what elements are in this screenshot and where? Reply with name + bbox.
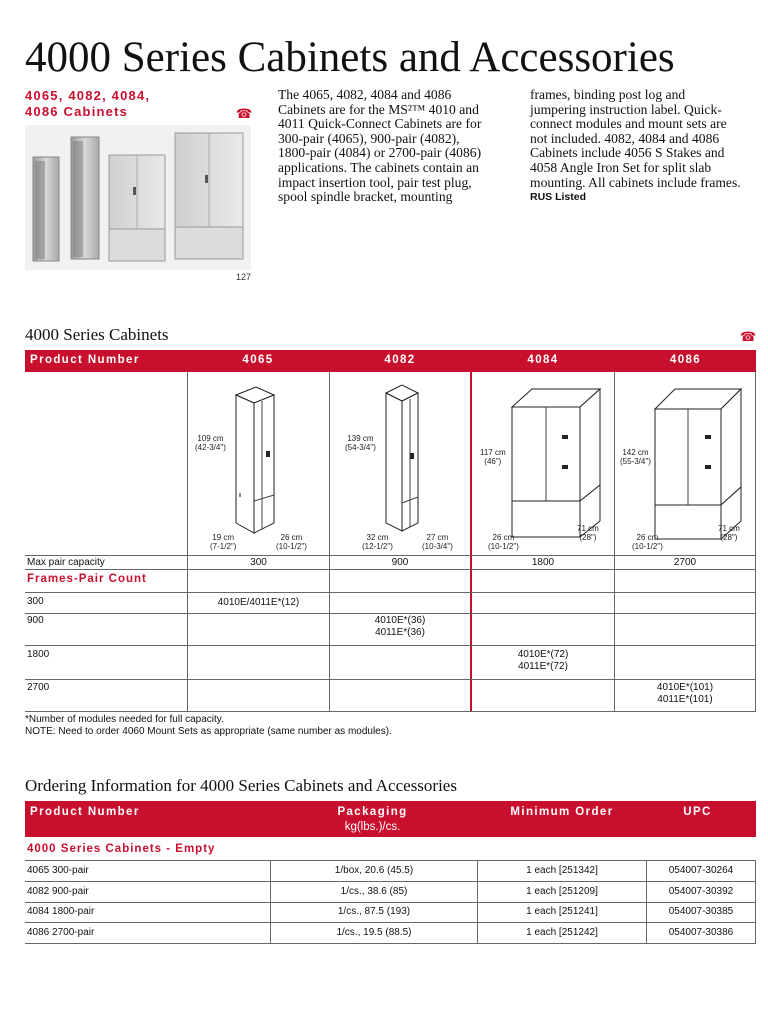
cabinet-4082-drawing [330, 373, 470, 555]
order-min: 1 each [251209] [526, 886, 598, 897]
dim-4084-depth1: 26 cm (10-1/2") [488, 533, 519, 551]
dim-4065-depth2: 26 cm (10-1/2") [276, 533, 307, 551]
order-packaging: 1/cs., 19.5 (88.5) [336, 927, 412, 938]
cabinets-table-header: Product Number 4065 4082 4084 4086 [25, 350, 756, 372]
frames-4084: 4010E*(72) 4011E*(72) [517, 649, 569, 672]
page-title: 4000 Series Cabinets and Accessories [25, 34, 675, 81]
order-upc: 054007-30385 [668, 906, 734, 917]
max-pair-4086: 2700 [673, 557, 697, 568]
max-pair-label: Max pair capacity [27, 557, 105, 568]
dim-4086-depth1: 26 cm (10-1/2") [632, 533, 663, 551]
max-pair-4082: 900 [391, 557, 409, 568]
frames-pair-count-header: Frames-Pair Count [27, 573, 147, 585]
frames-4082: 4010E*(36) 4011E*(36) [374, 615, 426, 638]
dim-4082-depth1: 32 cm (12-1/2") [362, 533, 393, 551]
rus-listed-label: RUS Listed [530, 191, 587, 204]
dim-4086-height: 142 cm (55-3/4") [620, 448, 651, 466]
frames-row-label: 300 [27, 596, 44, 607]
frames-4065: 4010E/4011E*(12) [217, 597, 300, 608]
photo-caption: 127 [236, 272, 252, 282]
frames-row-label: 2700 [27, 682, 50, 693]
dim-4065-height: 109 cm (42-3/4") [195, 434, 226, 452]
frames-4086: 4010E*(101) 4011E*(101) [656, 682, 714, 705]
dim-4086-depth2: 71 cm (28") [718, 524, 740, 542]
order-packaging: 1/cs., 38.6 (85) [340, 886, 408, 897]
order-min: 1 each [251242] [526, 927, 598, 938]
order-min: 1 each [251241] [526, 906, 598, 917]
cabinet-4065-drawing [188, 373, 329, 555]
order-upc: 054007-30386 [668, 927, 734, 938]
order-packaging: 1/box, 20.6 (45.5) [334, 865, 414, 876]
phone-icon: ☎ [740, 329, 757, 344]
dim-4065-depth1: 19 cm (7-1/2") [210, 533, 237, 551]
intro-column-1: The 4065, 4082, 4084 and 4086 Cabinets are for the MS²™ 4010 and 4011 Quick-Connect Cabinets are for 300-pair (4065), 900-pair (4082), 1800-pair (4084) or 2700-pair (4086) applications. The cabinets contain an impact insertion tool, pair test plug, spool spindle bracket, mounting [278, 87, 482, 205]
cabinets-section-title: 4000 Series Cabinets [25, 325, 169, 344]
dim-4082-height: 139 cm (54-3/4") [345, 434, 376, 452]
ordering-group-header: 4000 Series Cabinets - Empty [27, 843, 216, 855]
order-product: 4086 2700-pair [27, 927, 95, 938]
cabinet-photo [25, 125, 251, 270]
order-min: 1 each [251342] [526, 865, 598, 876]
dim-4084-height: 117 cm (46") [480, 448, 506, 466]
phone-icon: ☎ [236, 106, 253, 121]
max-pair-4065: 300 [250, 557, 267, 568]
table-notes: *Number of modules needed for full capacity. NOTE: Need to order 4060 Mount Sets as appropriate (same number as modules). [25, 714, 392, 737]
ordering-section-title: Ordering Information for 4000 Series Cabinets and Accessories [25, 776, 457, 795]
order-upc: 054007-30392 [668, 886, 734, 897]
order-product: 4065 300-pair [27, 865, 89, 876]
order-product: 4082 900-pair [27, 886, 89, 897]
dim-4082-depth2: 27 cm (10-3/4") [422, 533, 453, 551]
order-packaging: 1/cs., 87.5 (193) [337, 906, 411, 917]
product-subtitle: 4065, 4082, 4084, 4086 Cabinets [25, 88, 151, 119]
max-pair-4084: 1800 [531, 557, 555, 568]
frames-row-label: 900 [27, 615, 44, 626]
dim-4084-depth2: 71 cm (28") [577, 524, 599, 542]
order-product: 4084 1800-pair [27, 906, 95, 917]
order-upc: 054007-30264 [668, 865, 734, 876]
intro-column-2: frames, binding post log and jumpering instruction label. Quick- connect modules and mount sets are not included. 4082, 4084 and 4086 Cabinets include 4056 S Stakes and 4058 Angle Iron Set for split slab mounting. All cabinets include frames. RUS Listed [530, 88, 765, 205]
frames-row-label: 1800 [27, 649, 50, 660]
ordering-table-header: Product Number Packaging kg(lbs.)/cs. Minimum Order UPC [25, 801, 756, 837]
